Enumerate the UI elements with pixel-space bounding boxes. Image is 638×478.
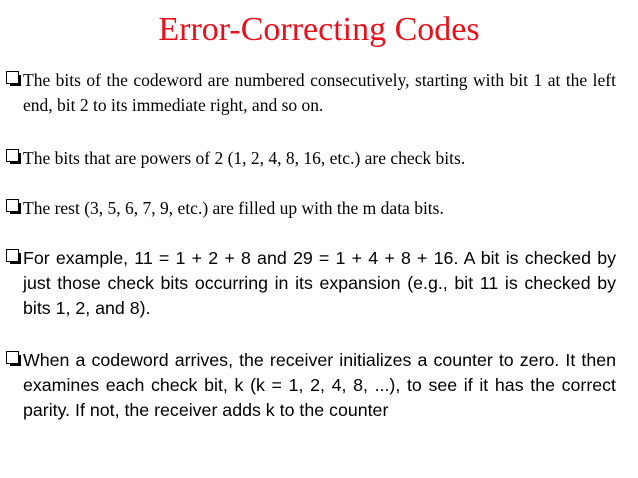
bullet-icon <box>6 199 19 212</box>
bullet-item <box>6 348 616 423</box>
bullet-icon <box>6 149 19 162</box>
bullet-item <box>6 196 616 221</box>
bullet-text: The bits of the codeword are numbered consecutively, starting with bit 1 at the left end, bit 2 to its immediate right, and so on. <box>23 70 616 115</box>
bullet-item <box>6 68 616 118</box>
bullet-item <box>6 246 616 321</box>
bullet-text: For example, 11 = 1 + 2 + 8 and 29 = 1 + 4 + 8 + 16. A bit is checked by just those check bits occurring in its expansion (e.g., bit 11 is checked by bits 1, 2, and 8). <box>23 248 616 318</box>
bullet-text: The bits that are powers of 2 (1, 2, 4, 8, 16, etc.) are check bits. <box>23 148 466 168</box>
slide-title: Error-Correcting Codes <box>158 11 480 48</box>
bullet-icon <box>6 351 19 364</box>
bullet-icon <box>6 71 19 84</box>
bullet-text: The rest (3, 5, 6, 7, 9, etc.) are filled up with the m data bits. <box>23 198 444 218</box>
bullet-text: When a codeword arrives, the receiver initializes a counter to zero. It then examines each check bit, k (k = 1, 2, 4, 8, ...), to see if it has the correct parity. If not, the receiver adds k to the counter <box>23 350 616 420</box>
bullet-item <box>6 146 616 171</box>
bullet-icon <box>6 249 19 262</box>
